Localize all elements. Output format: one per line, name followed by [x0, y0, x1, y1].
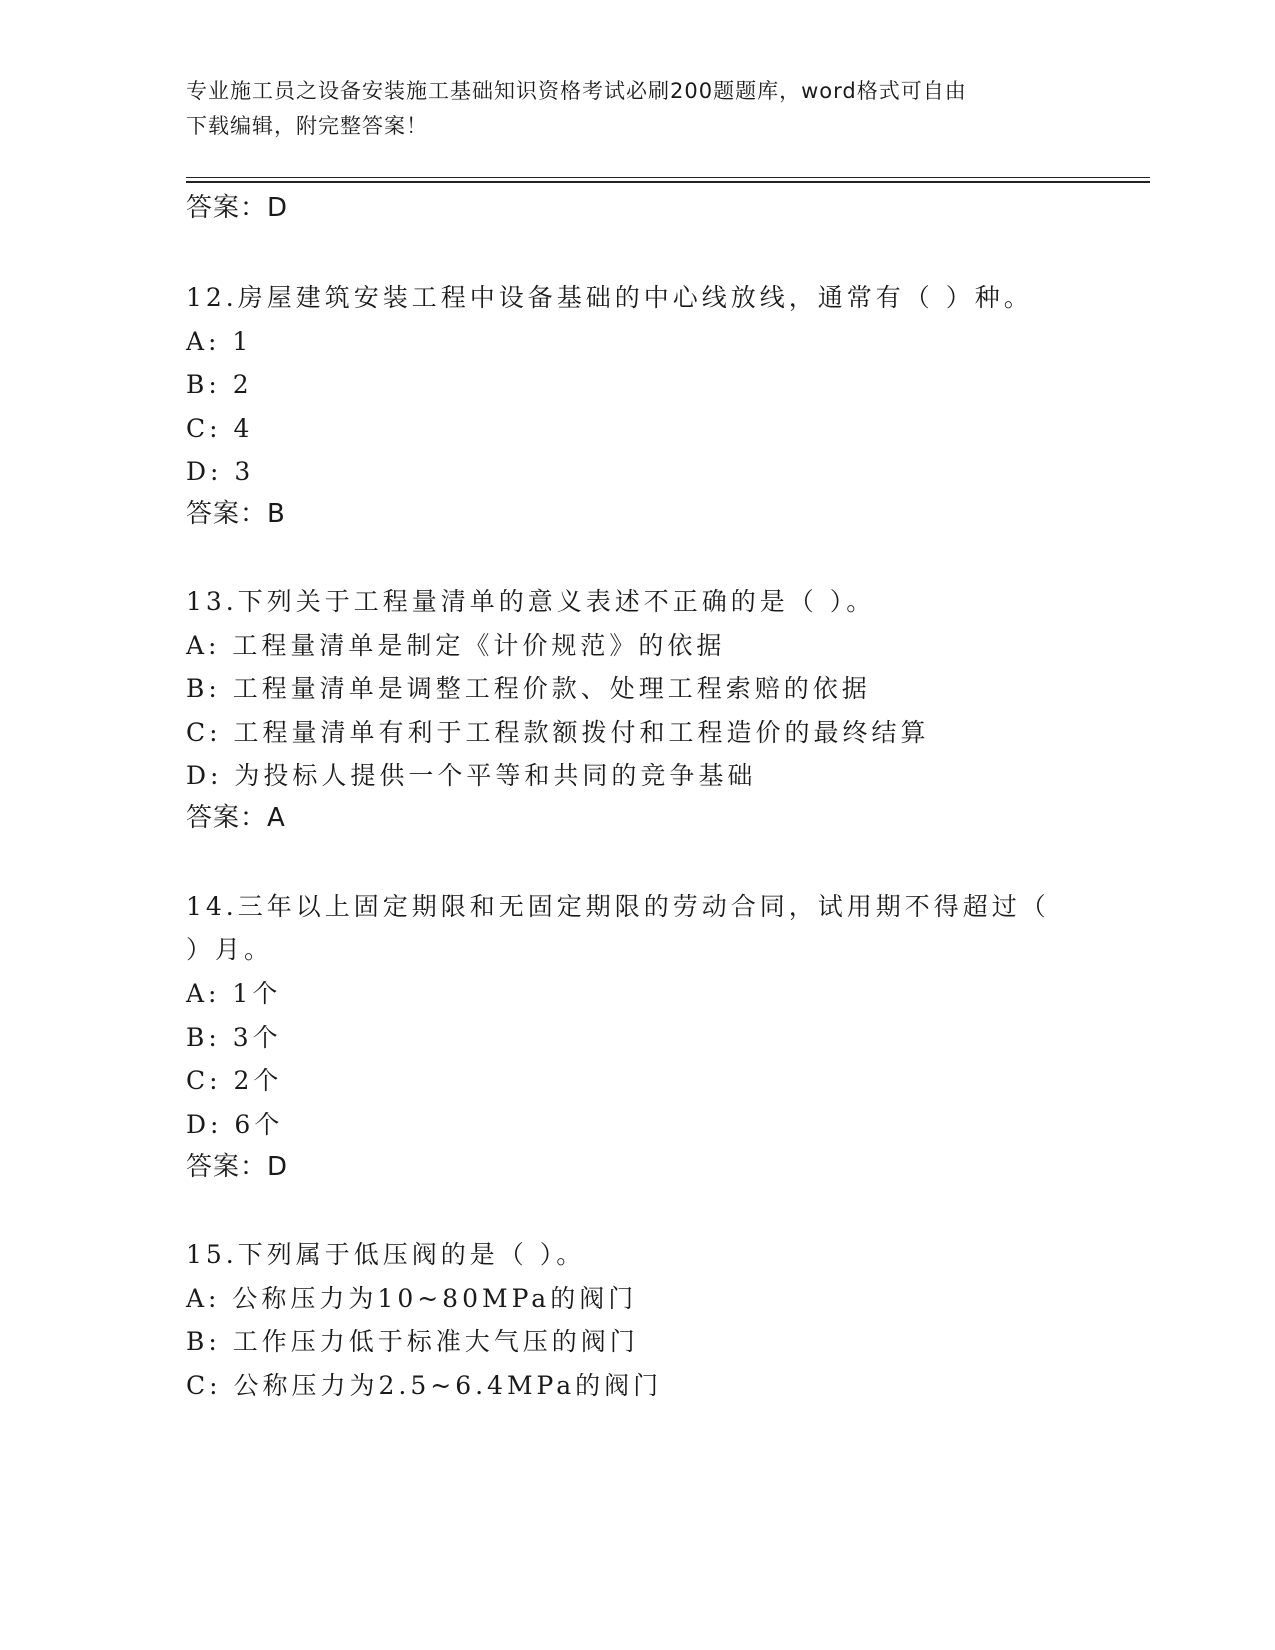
option-b: B: 3个	[186, 1023, 282, 1052]
option-a: A: 公称压力为10~80MPa的阀门	[186, 1284, 638, 1313]
question-stem: 15.下列属于低压阀的是（ ）。	[186, 1240, 586, 1269]
option-d: D: 6个	[186, 1110, 284, 1139]
answer-line: 答案：B	[186, 499, 286, 529]
option-c: C: 2个	[186, 1066, 283, 1095]
header-line-2: 下载编辑，附完整答案！	[186, 114, 428, 138]
answer-line: 答案：A	[186, 803, 286, 833]
answer-line: 答案：D	[186, 1152, 289, 1182]
option-c: C: 4	[186, 414, 254, 443]
option-c: C: 工程量清单有利于工程款额拨付和工程造价的最终结算	[186, 718, 930, 747]
option-a: A: 1	[186, 327, 253, 356]
option-d: D: 3	[186, 457, 255, 486]
question-stem: 13.下列关于工程量清单的意义表述不正确的是（ ）。	[186, 587, 876, 616]
answer-line: 答案：D	[186, 193, 289, 223]
question-stem: 14.三年以上固定期限和无固定期限的劳动合同，试用期不得超过（	[186, 892, 1050, 921]
question-stem-continued: ）月。	[186, 935, 274, 964]
option-b: B: 2	[186, 370, 253, 399]
option-b: B: 工程量清单是调整工程价款、处理工程索赔的依据	[186, 674, 871, 703]
question-stem: 12.房屋建筑安装工程中设备基础的中心线放线，通常有（ ）种。	[186, 283, 1033, 312]
option-a: A: 工程量清单是制定《计价规范》的依据	[186, 631, 726, 660]
header-line-1: 专业施工员之设备安装施工基础知识资格考试必刷200题题库，word格式可自由	[186, 79, 967, 103]
header-divider-thick	[186, 181, 1150, 183]
option-a: A: 1个	[186, 979, 282, 1008]
header-divider-thin	[186, 177, 1150, 178]
option-c: C: 公称压力为2.5~6.4MPa的阀门	[186, 1371, 663, 1400]
option-b: B: 工作压力低于标准大气压的阀门	[186, 1327, 639, 1356]
document-header	[186, 74, 1066, 144]
option-d: D: 为投标人提供一个平等和共同的竞争基础	[186, 761, 757, 790]
